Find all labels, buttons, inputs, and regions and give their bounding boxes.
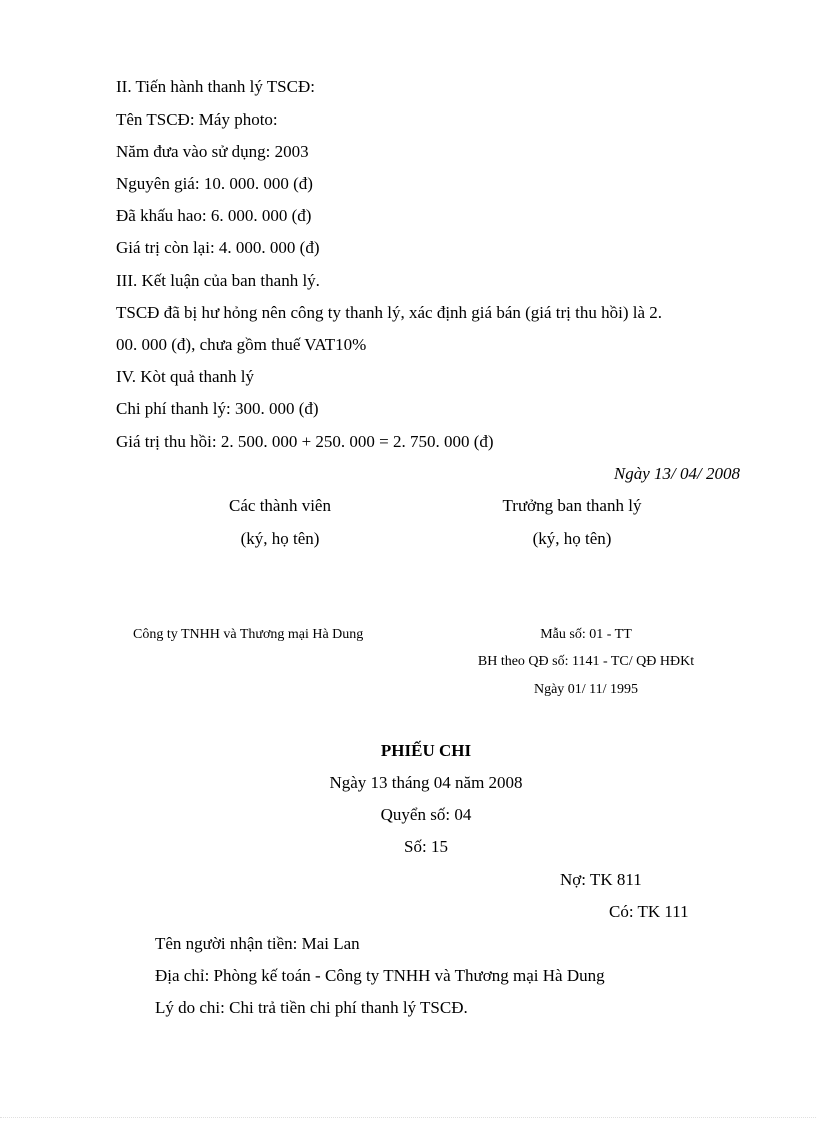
payment-reason: Lý do chi: Chi trả tiền chi phí thanh lý TSCĐ. (155, 998, 468, 1017)
remaining-value: Giá trị còn lại: 4. 000. 000 (đ) (116, 238, 320, 257)
page-bottom-edge (0, 1117, 816, 1118)
decree-date: Ngày 01/ 11/ 1995 (533, 682, 639, 697)
conclusion-line-2: 00. 000 (đ), chưa gồm thuế VAT10% (116, 335, 367, 354)
debit-account: Nợ: TK 811 (560, 870, 642, 889)
members-sign-note: (ký, họ tên) (240, 529, 320, 548)
original-cost: Nguyên giá: 10. 000. 000 (đ) (116, 174, 313, 193)
form-number: Mẫu số: 01 - TT (540, 627, 632, 642)
liquidation-cost: Chi phí thanh lý: 300. 000 (đ) (116, 399, 319, 418)
signature-date: Ngày 13/ 04/ 2008 (613, 464, 740, 483)
credit-account: Có: TK 111 (609, 902, 689, 921)
recipient-address: Địa chỉ: Phòng kế toán - Công ty TNHH và Thương mại Hà Dung (155, 966, 605, 985)
voucher-book-number: Quyển số: 04 (380, 805, 472, 824)
chair-title: Trưởng ban thanh lý (502, 496, 642, 515)
voucher-date: Ngày 13 tháng 04 năm 2008 (329, 773, 523, 792)
depreciation: Đã khấu hao: 6. 000. 000 (đ) (116, 206, 312, 225)
members-title: Các thành viên (229, 496, 331, 515)
section-4-heading: IV. Kòt quả thanh lý (116, 367, 255, 386)
decree-reference: BH theo QĐ số: 1141 - TC/ QĐ HĐKt (477, 654, 695, 669)
conclusion-line-1: TSCĐ đã bị hư hỏng nên công ty thanh lý, xác định giá bán (giá trị thu hồi) là 2. (116, 303, 663, 322)
section-2-heading: II. Tiến hành thanh lý TSCĐ: (116, 77, 315, 96)
voucher-number: Số: 15 (404, 837, 448, 856)
section-3-heading: III. Kết luận của ban thanh lý. (116, 271, 320, 290)
voucher-title: PHIẾU CHI (380, 741, 472, 760)
year-in-use: Năm đưa vào sử dụng: 2003 (116, 142, 309, 161)
asset-name: Tên TSCĐ: Máy photo: (116, 110, 278, 129)
chair-sign-note: (ký, họ tên) (532, 529, 612, 548)
recovered-value: Giá trị thu hồi: 2. 500. 000 + 250. 000 = 2. 750. 000 (đ) (116, 432, 494, 451)
recipient-name: Tên người nhận tiền: Mai Lan (155, 934, 360, 953)
company-name: Công ty TNHH và Thương mại Hà Dung (133, 627, 364, 642)
